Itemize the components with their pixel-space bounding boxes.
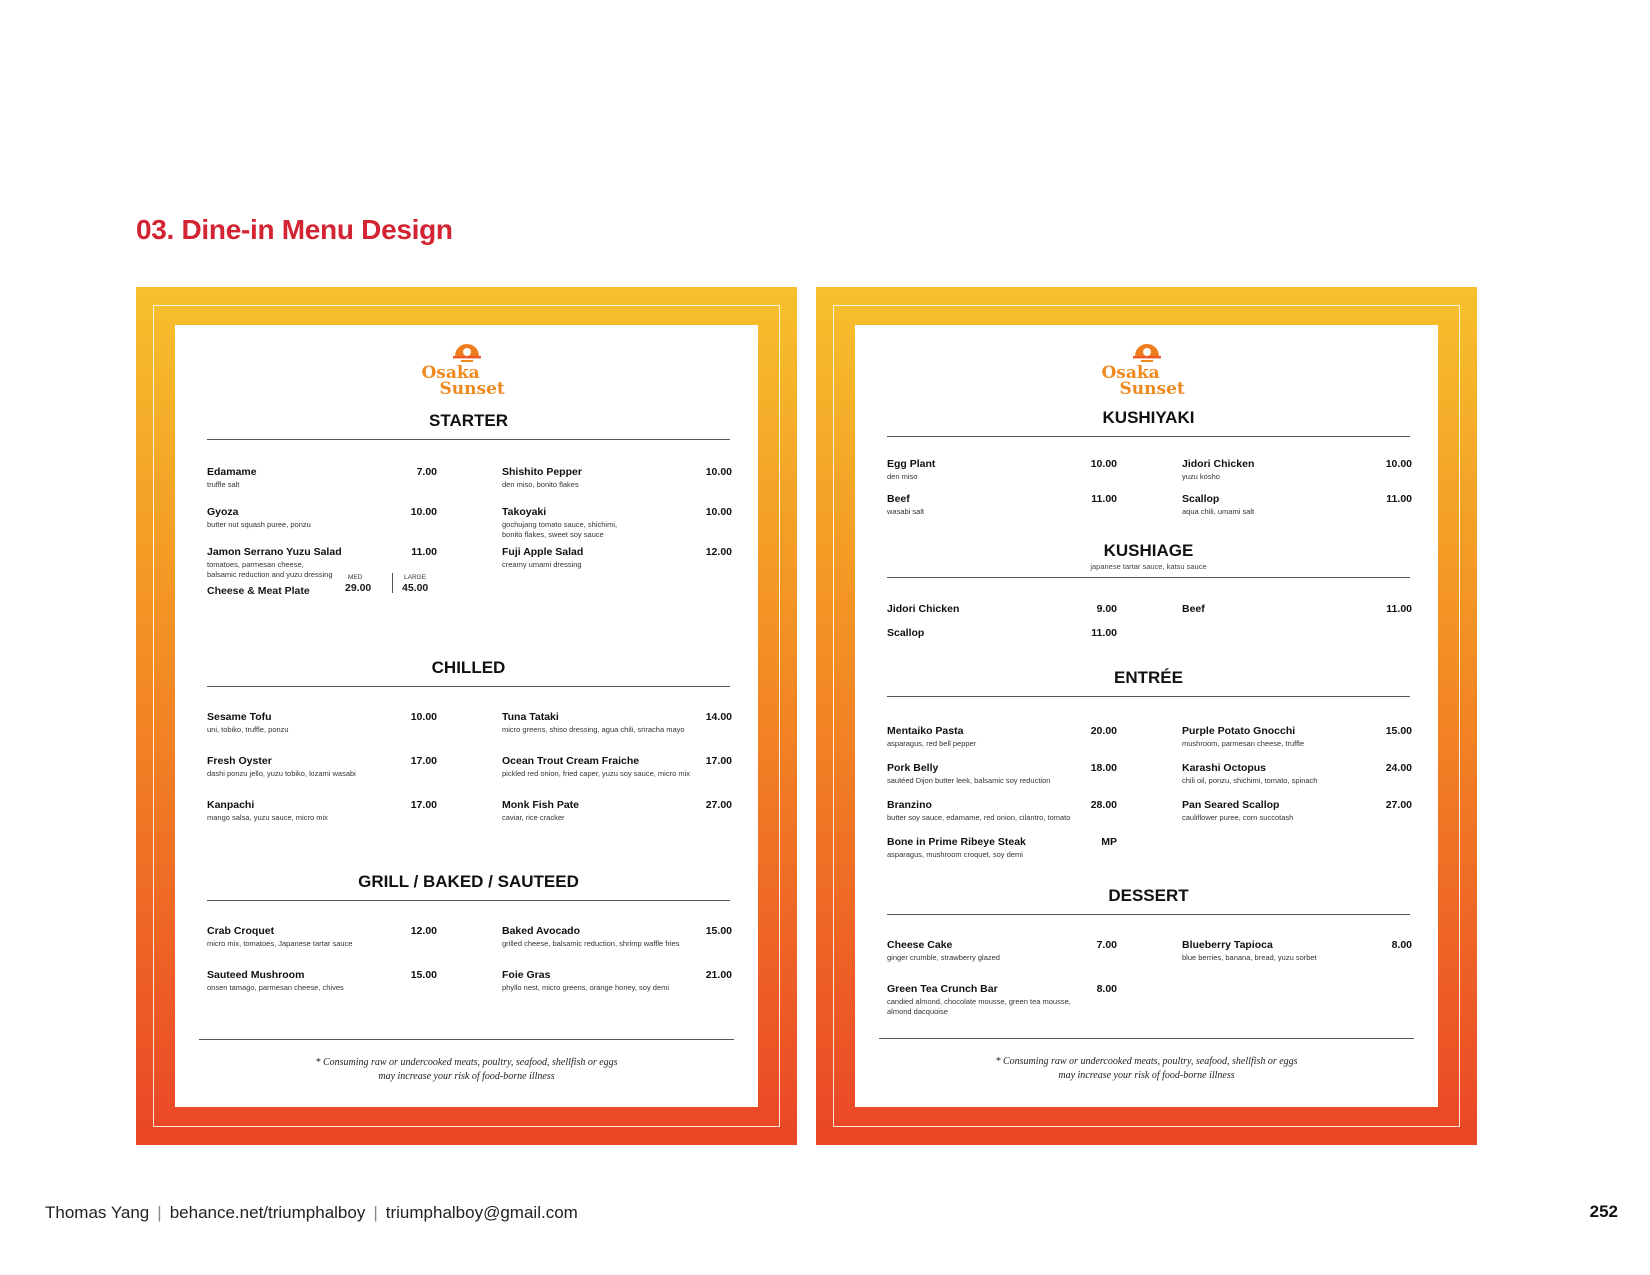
menu-item-description: creamy umami dressing [502, 560, 582, 569]
menu-item-name: Scallop [887, 627, 925, 639]
menu-item-price: 14.00 [705, 711, 732, 723]
osaka-sunset-logo [422, 341, 512, 401]
menu-item-price: 17.00 [705, 755, 732, 767]
menu-item-description: caviar, rice cracker [502, 813, 565, 822]
section-title: DESSERT [1108, 886, 1189, 905]
starter-section [207, 411, 732, 597]
menu-item [1182, 603, 1412, 615]
menu-item [502, 925, 732, 949]
menu-item-price: 27.00 [1385, 799, 1412, 811]
menu-item-description: micro greens, shiso dressing, agua chili, sriracha mayo [502, 725, 685, 734]
menu-item-price: 20.00 [1090, 725, 1117, 737]
menu-item-description: aqua chili, umami salt [1182, 507, 1255, 516]
menu-item-price: 24.00 [1385, 762, 1412, 774]
menu-item [207, 969, 437, 993]
page-title: 03. Dine-in Menu Design [136, 214, 453, 245]
menu-item-description: mango salsa, yuzu sauce, micro mix [207, 813, 328, 822]
menu-item [502, 755, 732, 779]
menu-item-name: Blueberry Tapioca [1182, 939, 1273, 951]
menu-item [887, 725, 1117, 749]
menu-item-name: Sauteed Mushroom [207, 969, 305, 981]
menu-item-price: 11.00 [411, 546, 437, 558]
menu-item [207, 925, 437, 949]
menu-item [502, 546, 732, 570]
menu-item-name: Bone in Prime Ribeye Steak [887, 836, 1026, 848]
menu-item-price: 18.00 [1090, 762, 1117, 774]
food-safety-disclaimer [175, 1056, 758, 1084]
size-divider [392, 573, 393, 593]
menu-item-name: Purple Potato Gnocchi [1182, 725, 1296, 737]
sunset-logo-icon [1132, 341, 1162, 365]
menu-item-name: Cheese & Meat Plate [207, 585, 310, 597]
menu-item-price: 27.00 [705, 799, 732, 811]
menu-item-name: Fuji Apple Salad [502, 546, 584, 558]
menu-item-description: almond dacquoise [887, 1007, 948, 1016]
footer-divider [199, 1039, 734, 1040]
menu-item-description: balsamic reduction and yuzu dressing [207, 570, 333, 579]
portfolio-link[interactable]: behance.net/triumphalboy [169, 1203, 366, 1222]
menu-item-name: Monk Fish Pate [502, 799, 580, 811]
menu-item-name: Baked Avocado [502, 925, 580, 937]
menu-item-price: 7.00 [416, 466, 437, 478]
menu-item-name: Edamame [207, 466, 257, 478]
menu-item-price: 7.00 [1096, 939, 1117, 951]
menu-item-description: bonito flakes, sweet soy sauce [502, 530, 604, 539]
menu-item-price: 8.00 [1096, 983, 1117, 995]
logo-word-sunset: Sunset [1119, 379, 1185, 399]
menu-item-name: Beef [887, 493, 910, 505]
menu-item-name: Tuna Tataki [502, 711, 559, 723]
menu-item-description: pickled red onion, fried caper, yuzu soy sauce, micro mix [502, 769, 691, 778]
section-title: GRILL / BAKED / SAUTEED [358, 872, 579, 891]
osaka-sunset-logo [1102, 341, 1192, 401]
logo-word-osaka: Osaka [421, 363, 480, 383]
menu-item-description: grilled cheese, balsamic reduction, shrimp waffle fries [502, 939, 680, 948]
menu-item-description: mushroom, parmesan cheese, truffle [1182, 739, 1305, 748]
menu-item [1182, 939, 1412, 963]
kushiage-section [887, 541, 1412, 639]
menu-item-price: 10.00 [410, 506, 437, 518]
menu-item-description: den miso [887, 472, 918, 481]
menu-item-description: blue berries, banana, bread, yuzu sorbet [1182, 953, 1317, 962]
section-subtitle: japanese tartar sauce, katsu sauce [1090, 562, 1207, 571]
menu-item-name: Jamon Serrano Yuzu Salad [207, 546, 342, 558]
menu-item-price: 15.00 [705, 925, 732, 937]
menu-item-name: Gyoza [207, 506, 239, 518]
logo-word-osaka: Osaka [1101, 363, 1160, 383]
menu-item-name: Jidori Chicken [887, 603, 960, 615]
left-menu-paper [175, 325, 758, 1107]
menu-item-name: Karashi Octopus [1182, 762, 1267, 774]
menu-item-price: 10.00 [705, 506, 732, 518]
section-divider [887, 914, 1410, 915]
menu-item [887, 983, 1117, 1017]
chilled-section [207, 658, 732, 822]
left-menu-board [136, 287, 797, 1145]
menu-item-name: Mentaiko Pasta [887, 725, 964, 737]
menu-item-price: 11.00 [1386, 603, 1412, 615]
menu-item-description: wasabi salt [887, 507, 925, 516]
menu-item-description: chili oil, ponzu, shichimi, tomato, spinach [1182, 776, 1318, 785]
section-title: CHILLED [431, 658, 506, 677]
menu-item-name: Foie Gras [502, 969, 551, 981]
menu-item [502, 506, 732, 540]
menu-item-description: gochujang tomato sauce, shichimi, [502, 520, 618, 529]
menu-item-description: onsen tamago, parmesan cheese, chives [207, 983, 344, 992]
menu-item [207, 711, 437, 735]
price-med: 29.00 [345, 582, 372, 594]
separator: | [157, 1203, 162, 1222]
menu-item [887, 458, 1117, 482]
menu-item [887, 836, 1117, 860]
menu-item-description: ginger crumble, strawberry glazed [887, 953, 1000, 962]
menu-item [207, 546, 437, 580]
menu-item [887, 603, 1117, 615]
menu-item-description: butter soy sauce, edamame, red onion, cilantro, tomato [887, 813, 1071, 822]
menu-item-name: Egg Plant [887, 458, 936, 470]
menu-item-price: 17.00 [410, 755, 437, 767]
menu-item [207, 506, 437, 530]
menu-item [502, 711, 732, 735]
menu-item-price: 15.00 [410, 969, 437, 981]
menu-item-name: Kanpachi [207, 799, 255, 811]
menu-item-price: 10.00 [1090, 458, 1117, 470]
section-divider [887, 577, 1410, 578]
menu-item [887, 799, 1117, 823]
menu-item-description: micro mix, tomatoes, Japanese tartar sauce [207, 939, 353, 948]
menu-item-name: Takoyaki [502, 506, 547, 518]
menu-item [1182, 458, 1412, 482]
menu-item [207, 799, 437, 823]
menu-item-description: truffle salt [207, 480, 240, 489]
right-menu-board [816, 287, 1477, 1145]
menu-item-price: 28.00 [1090, 799, 1117, 811]
menu-item [1182, 725, 1412, 749]
menu-item-price: 12.00 [705, 546, 732, 558]
page-number: 252 [1589, 1202, 1618, 1221]
logo-word-sunset: Sunset [439, 379, 505, 399]
menu-item-price: 10.00 [1385, 458, 1412, 470]
menu-item-description: cauliflower puree, corn succotash [1182, 813, 1294, 822]
menu-item-description: den miso, bonito flakes [502, 480, 579, 489]
disclaimer-line: * Consuming raw or undercooked meats, poultry, seafood, shellfish or eggs [315, 1057, 618, 1068]
menu-item [502, 466, 732, 490]
size-label-med: MED [348, 574, 363, 581]
disclaimer-line: may increase your risk of food-borne illness [378, 1071, 555, 1082]
separator: | [373, 1203, 378, 1222]
menu-item-description: tomatoes, parmesan cheese, [207, 560, 304, 569]
menu-item [1182, 799, 1412, 823]
menu-item-name: Shishito Pepper [502, 466, 582, 478]
menu-item [887, 493, 1117, 517]
menu-item-price: 10.00 [705, 466, 732, 478]
section-title: ENTRÉE [1114, 668, 1183, 687]
menu-item-name: Pan Seared Scallop [1182, 799, 1280, 811]
section-divider [207, 686, 730, 687]
menu-item-name: Jidori Chicken [1182, 458, 1255, 470]
sunset-logo-icon [452, 341, 482, 365]
menu-item-price: 9.00 [1096, 603, 1117, 615]
section-divider [887, 696, 1410, 697]
menu-item-name: Branzino [887, 799, 932, 811]
menu-item [207, 755, 437, 779]
menu-item-description: sautéed Dijon butter leek, balsamic soy reduction [887, 776, 1051, 785]
menu-item-description: uni, tobiko, truffle, ponzu [207, 725, 289, 734]
menu-item-price: MP [1101, 836, 1117, 848]
menu-item-price: 17.00 [410, 799, 437, 811]
menu-item [887, 627, 1117, 639]
menu-item-name: Cheese Cake [887, 939, 953, 951]
section-title: KUSHIAGE [1103, 541, 1194, 560]
menu-item-price: 8.00 [1391, 939, 1412, 951]
kushiyaki-section [887, 408, 1412, 516]
menu-item-price: 21.00 [705, 969, 732, 981]
section-title: STARTER [428, 411, 508, 430]
menu-item-description: asparagus, mushroom croquet, soy demi [887, 850, 1023, 859]
menu-item-description: dashi ponzu jello, yuzu tobiko, kizami wasabi [207, 769, 356, 778]
menu-item-price: 11.00 [1091, 627, 1117, 639]
right-menu-paper [855, 325, 1438, 1107]
size-label-large: LARGE [404, 574, 427, 581]
menu-item-name: Pork Belly [887, 762, 939, 774]
menu-item-description: yuzu kosho [1182, 472, 1220, 481]
menu-item [502, 969, 732, 993]
section-divider [207, 900, 730, 901]
menu-item-description: asparagus, red bell pepper [887, 739, 977, 748]
menu-item-name: Beef [1182, 603, 1205, 615]
menu-item-description: candied almond, chocolate mousse, green tea mousse, [887, 997, 1071, 1006]
footer-divider [879, 1038, 1414, 1039]
section-title: KUSHIYAKI [1102, 408, 1195, 427]
email-link[interactable]: triumphalboy@gmail.com [385, 1203, 578, 1222]
menu-item-name: Crab Croquet [207, 925, 275, 937]
menu-item-price: 15.00 [1385, 725, 1412, 737]
menu-item-description: phyllo nest, micro greens, orange honey, soy demi [502, 983, 670, 992]
dessert-section [887, 886, 1412, 1016]
entree-section [887, 668, 1412, 859]
menu-item-name: Fresh Oyster [207, 755, 272, 767]
menu-item-description: butter nut squash puree, ponzu [207, 520, 311, 529]
menu-item [502, 799, 732, 823]
disclaimer-line: may increase your risk of food-borne illness [1058, 1070, 1235, 1081]
menu-item [207, 466, 437, 490]
menu-item [887, 762, 1117, 786]
menu-item-price: 10.00 [410, 711, 437, 723]
food-safety-disclaimer [855, 1055, 1438, 1083]
menu-item-price: 12.00 [410, 925, 437, 937]
disclaimer-line: * Consuming raw or undercooked meats, poultry, seafood, shellfish or eggs [995, 1056, 1298, 1067]
menu-item-name: Ocean Trout Cream Fraiche [502, 755, 640, 767]
section-divider [207, 439, 730, 440]
menu-item [887, 939, 1117, 963]
menu-item-name: Green Tea Crunch Bar [887, 983, 998, 995]
price-large: 45.00 [402, 582, 429, 594]
menu-item-name: Scallop [1182, 493, 1220, 505]
author-credit [45, 1203, 578, 1223]
section-divider [887, 436, 1410, 437]
author-name: Thomas Yang [45, 1203, 150, 1222]
menu-item-price: 11.00 [1386, 493, 1412, 505]
menu-item [1182, 493, 1412, 517]
menu-item-name: Sesame Tofu [207, 711, 272, 723]
grill-section [207, 872, 732, 992]
menu-item [1182, 762, 1412, 786]
menu-item-price: 11.00 [1091, 493, 1117, 505]
